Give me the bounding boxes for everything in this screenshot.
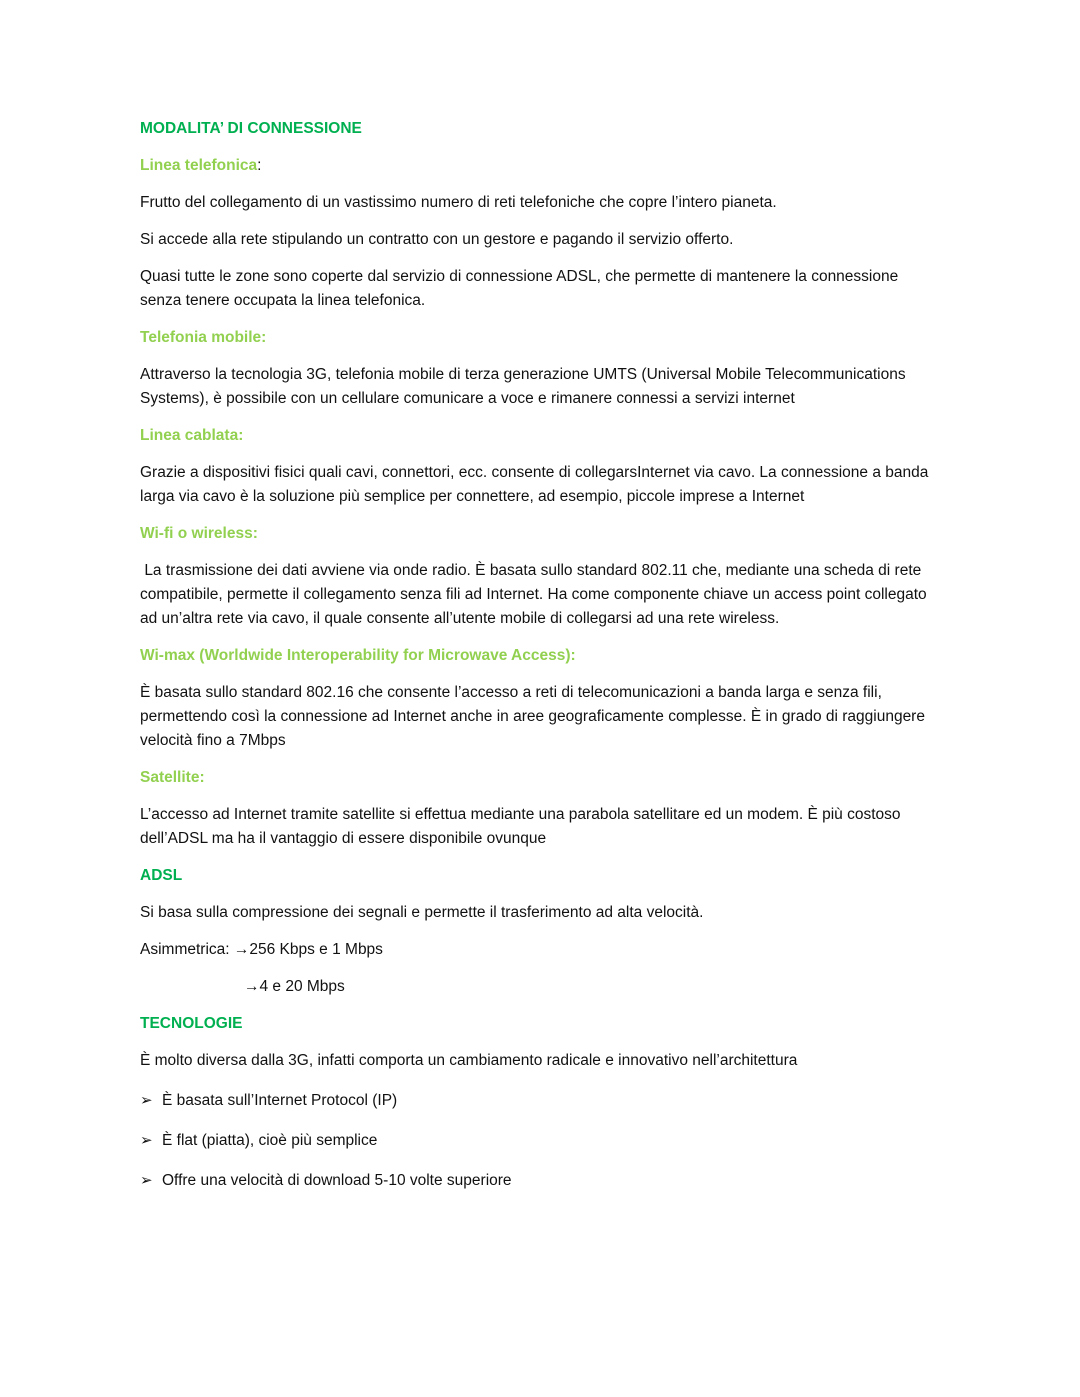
- heading-linea-telefonica: [140, 154, 940, 178]
- heading-adsl: ADSL: [140, 867, 183, 884]
- paragraph-linea-cablata: Grazie a dispositivi fisici quali cavi, connettori, ecc. consente di collegarsInternet via cavo. La connessione a banda larga via cavo è la soluzione più semplice per connettere, ad esempio, piccole imprese a Internet: [140, 464, 929, 505]
- section-title-modalita: MODALITA’ DI CONNESSIONE: [140, 120, 362, 137]
- heading-wifi: Wi-fi o wireless:: [140, 525, 258, 542]
- heading-linea-telefonica-text: Linea telefonica: [140, 157, 258, 174]
- list-item-text: Offre una velocità di download 5-10 volte superiore: [162, 1172, 512, 1189]
- paragraph-linea-telefonica-1: Frutto del collegamento di un vastissimo numero di reti telefoniche che copre l’intero pianeta.: [140, 194, 777, 211]
- list-item: [140, 1089, 940, 1113]
- paragraph-wimax: È basata sullo standard 802.16 che consente l’accesso a reti di telecomunicazioni a banda larga e senza fili, permettendo così la connessione ad Internet anche in aree geograficamente complesse. È in grado di raggiungere velocità fino a 7Mbps: [140, 684, 925, 749]
- arrow-bullet-icon: ➢: [140, 1092, 153, 1109]
- paragraph-wifi: La trasmissione dei dati avviene via onde radio. È basata sullo standard 802.11 che, mediante una scheda di rete compatibile, permette il collegamento senza fili ad Internet. Ha come componente chiave un access point collegato ad un’altra rete via cavo, il quale consente all’utente mobile di collegarsi ad una rete wireless.: [140, 562, 931, 627]
- arrow-bullet-icon: ➢: [140, 1172, 153, 1189]
- paragraph-adsl: Si basa sulla compressione dei segnali e permette il trasferimento ad alta velocità.: [140, 904, 704, 921]
- section-title-tecnologie: TECNOLOGIE: [140, 1015, 243, 1032]
- heading-satellite: Satellite:: [140, 769, 205, 786]
- document-page: [140, 117, 940, 1209]
- adsl-asymmetric-line-1: Asimmetrica: →256 Kbps e 1 Mbps: [140, 941, 383, 958]
- paragraph-linea-telefonica-3: Quasi tutte le zone sono coperte dal servizio di connessione ADSL, che permette di mantenere la connessione senza tenere occupata la linea telefonica.: [140, 268, 899, 309]
- list-item-text: È basata sull’Internet Protocol (IP): [162, 1092, 398, 1109]
- heading-colon: :: [257, 157, 262, 174]
- list-item: [140, 1129, 940, 1153]
- list-item-text: È flat (piatta), cioè più semplice: [162, 1132, 378, 1149]
- adsl-asymmetric-line-2: →4 e 20 Mbps: [244, 978, 345, 995]
- paragraph-satellite: L’accesso ad Internet tramite satellite si effettua mediante una parabola satellitare ed un modem. È più costoso dell’ADSL ma ha il vantaggio di essere disponibile ovunque: [140, 806, 901, 847]
- heading-wimax: Wi-max (Worldwide Interoperability for Microwave Access):: [140, 647, 576, 664]
- heading-linea-cablata: Linea cablata:: [140, 427, 244, 444]
- list-item: [140, 1169, 940, 1193]
- paragraph-telefonia-mobile: Attraverso la tecnologia 3G, telefonia mobile di terza generazione UMTS (Universal Mobile Telecommunications Systems), è possibile con un cellulare comunicare a voce e rimanere connessi a servizi internet: [140, 366, 906, 407]
- paragraph-linea-telefonica-2: Si accede alla rete stipulando un contratto con un gestore e pagando il servizio offerto.: [140, 231, 734, 248]
- arrow-bullet-icon: ➢: [140, 1132, 153, 1149]
- paragraph-tecnologie: È molto diversa dalla 3G, infatti comporta un cambiamento radicale e innovativo nell’architettura: [140, 1052, 798, 1069]
- heading-telefonia-mobile: Telefonia mobile:: [140, 329, 267, 346]
